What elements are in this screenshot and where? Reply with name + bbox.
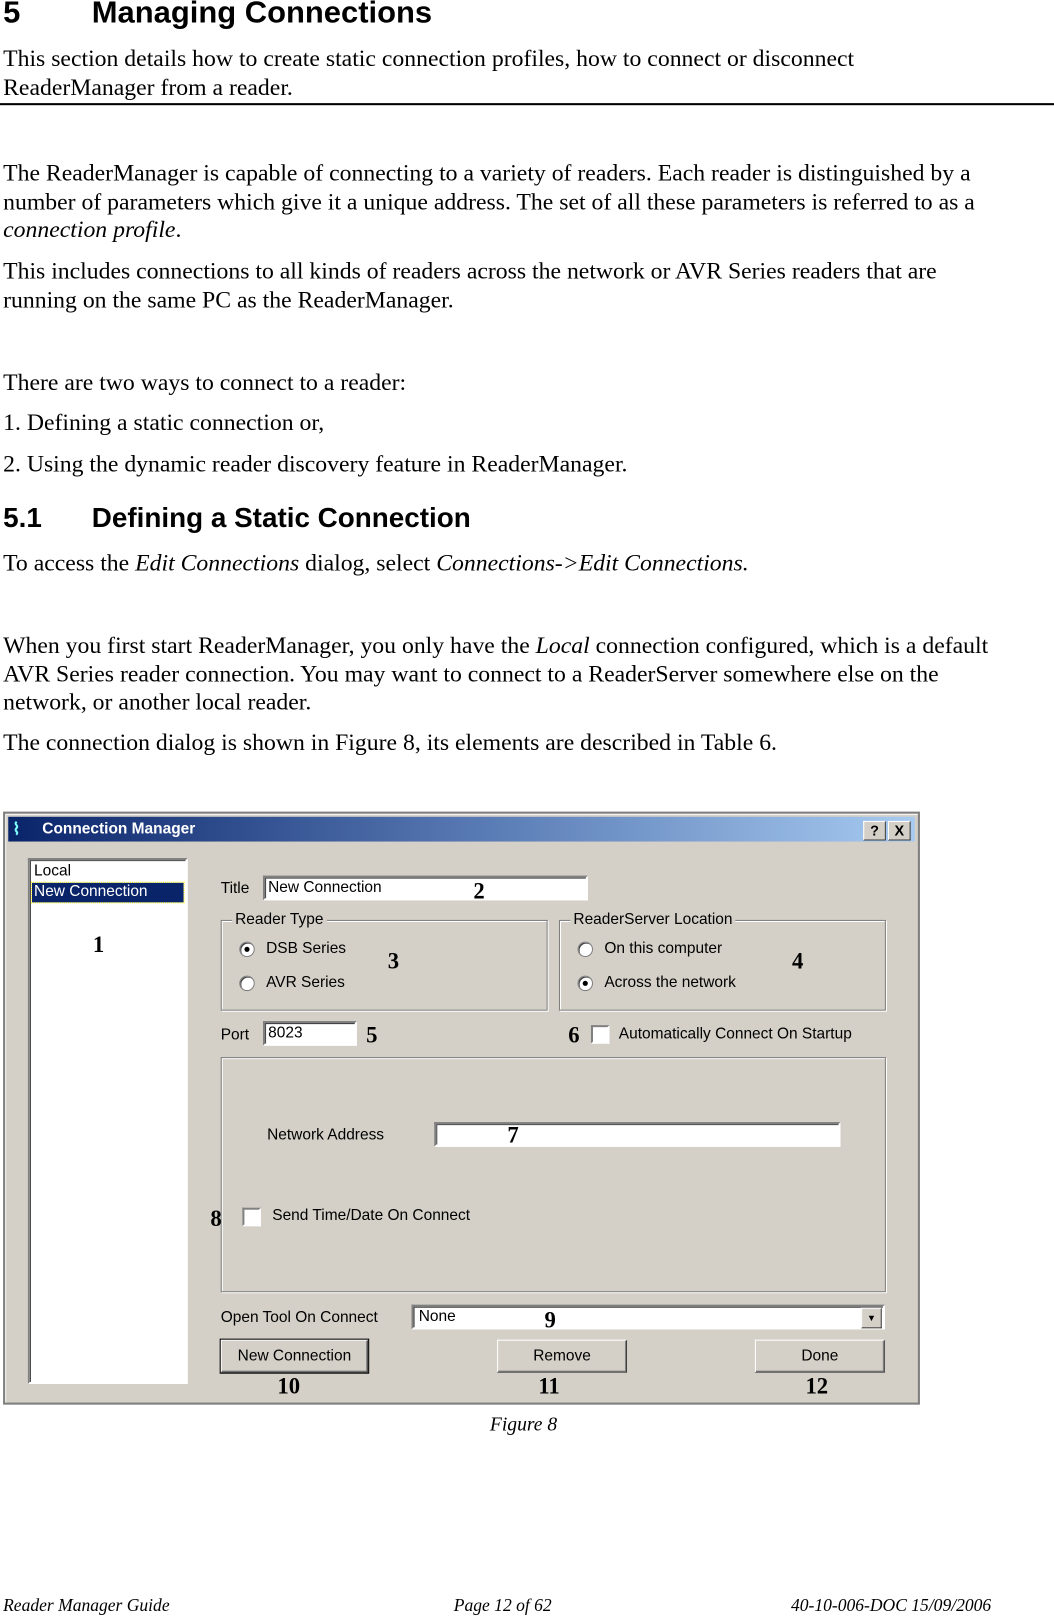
footer-right: 40-10-006-DOC 15/09/2006	[791, 1595, 992, 1616]
paragraph-line: running on the same PC as the ReaderManager.	[3, 286, 454, 313]
paragraph-line: connection profile.	[3, 216, 182, 243]
done-button[interactable]: Done	[755, 1340, 885, 1373]
auto-connect-label[interactable]: Automatically Connect On Startup	[618, 1025, 852, 1043]
term: connection profile	[3, 216, 176, 243]
paragraph-line: number of parameters which give it a unique address. The set of all these parameters is referred to as a	[3, 188, 975, 215]
on-this-computer-radio[interactable]	[578, 942, 593, 957]
server-location-legend: ReaderServer Location	[570, 911, 735, 929]
footer-page: Page 12 of 62	[453, 1595, 552, 1616]
chapter-title: Managing Connections	[91, 0, 433, 30]
paragraph-line: When you first start ReaderManager, you only have the Local connection configured, which is a default	[3, 632, 989, 658]
chevron-down-icon[interactable]: ▼	[861, 1308, 882, 1329]
title-label: Title	[220, 879, 250, 898]
send-time-label[interactable]: Send Time/Date On Connect	[272, 1206, 471, 1225]
callout-7: 7	[507, 1122, 519, 1148]
remove-button[interactable]: Remove	[497, 1340, 627, 1373]
network-address-label: Network Address	[267, 1126, 385, 1144]
connection-manager-dialog	[3, 812, 920, 1405]
footer-left: Reader Manager Guide	[3, 1595, 170, 1616]
on-this-computer-label[interactable]: On this computer	[604, 939, 723, 958]
figure-caption: Figure 8	[489, 1413, 558, 1436]
reader-type-group	[221, 910, 548, 1011]
new-connection-button[interactable]: New Connection	[221, 1340, 368, 1373]
callout-5: 5	[366, 1022, 378, 1048]
title-input[interactable]: New Connection	[263, 876, 588, 901]
dsb-series-radio[interactable]	[239, 942, 254, 957]
send-time-checkbox[interactable]	[242, 1208, 261, 1227]
list-item: 2. Using the dynamic reader discovery feature in ReaderManager.	[3, 450, 628, 477]
paragraph: The connection dialog is shown in Figure 8, its elements are described in Table 6.	[3, 729, 777, 755]
across-network-radio[interactable]	[578, 976, 593, 991]
help-button[interactable]: ?	[863, 821, 886, 841]
divider	[0, 103, 1054, 105]
port-input[interactable]: 8023	[263, 1021, 357, 1046]
paragraph-line: The ReaderManager is capable of connecting to a variety of readers. Each reader is distinguished by a	[3, 159, 971, 186]
avr-series-radio[interactable]	[239, 976, 254, 991]
paragraph-line: This includes connections to all kinds of readers across the network or AVR Series readers that are	[3, 257, 937, 284]
open-tool-select[interactable]: None ▼	[411, 1305, 884, 1330]
app-pulse-icon: ⌇	[12, 820, 21, 839]
callout-6: 6	[568, 1022, 580, 1048]
port-label: Port	[220, 1026, 250, 1044]
server-location-group	[559, 910, 886, 1011]
callout-11: 11	[538, 1372, 560, 1399]
callout-1: 1	[92, 931, 105, 958]
open-tool-label: Open Tool On Connect	[220, 1308, 378, 1327]
section-number: 5.1	[3, 502, 42, 534]
callout-4: 4	[792, 947, 804, 974]
callout-3: 3	[387, 947, 400, 974]
paragraph: There are two ways to connect to a reader:	[3, 369, 407, 395]
network-group	[221, 1057, 886, 1292]
reader-type-legend: Reader Type	[232, 911, 326, 929]
list-item-local[interactable]: Local	[34, 862, 72, 880]
intro-line: ReaderManager from a reader.	[3, 74, 293, 101]
callout-12: 12	[805, 1372, 829, 1399]
paragraph-line: AVR Series reader connection. You may want to connect to a ReaderServer somewhere else on the	[3, 661, 939, 687]
list-item: 1. Defining a static connection or,	[3, 409, 325, 436]
connection-list[interactable]	[28, 858, 188, 1384]
section-title: Defining a Static Connection	[91, 502, 471, 534]
callout-2: 2	[473, 877, 485, 904]
title-bar[interactable]	[8, 817, 915, 842]
paragraph: To access the Edit Connections dialog, select Connections->Edit Connections.	[3, 549, 749, 576]
list-item-new-connection[interactable]: New Connection	[32, 883, 184, 903]
intro-line: This section details how to create static connection profiles, how to connect or disconnect	[3, 45, 855, 72]
avr-series-label[interactable]: AVR Series	[266, 973, 345, 992]
close-button[interactable]: X	[888, 821, 911, 841]
auto-connect-checkbox[interactable]	[591, 1025, 610, 1044]
paragraph-line: network, or another local reader.	[3, 688, 312, 715]
across-network-label[interactable]: Across the network	[604, 973, 736, 992]
callout-10: 10	[277, 1372, 301, 1399]
dsb-series-label[interactable]: DSB Series	[266, 939, 347, 958]
chapter-number: 5	[3, 0, 21, 30]
dialog-title: Connection Manager	[42, 819, 196, 838]
network-address-input[interactable]	[434, 1122, 840, 1147]
callout-9: 9	[544, 1306, 556, 1333]
callout-8: 8	[210, 1205, 222, 1232]
